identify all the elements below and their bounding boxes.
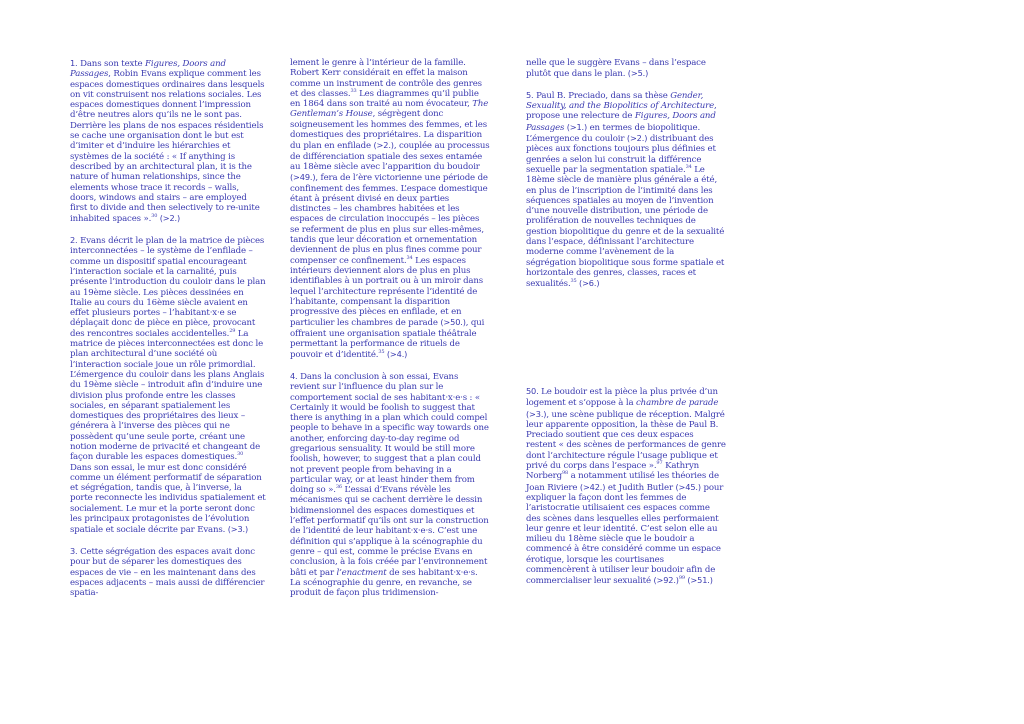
text: Paul B. Preciado, dans sa thèse	[533, 90, 671, 101]
footnote-mark: 35	[570, 278, 577, 285]
text: Kathryn Norberg	[526, 461, 700, 482]
cross-reference-link[interactable]: (>45.)	[675, 481, 701, 492]
book-title: Figures, Doors and Passages	[70, 59, 226, 80]
cross-reference-link[interactable]: (>1.)	[564, 121, 588, 132]
text: Dans son texte	[77, 59, 146, 69]
text: Evans décrit le plan de la matrice de pièces interconnectées – le système de l’enfilade – comme un dispositif spatial encourageant l’interaction sociale et la carnalité, puis présente l’introduction du couloir dans le plan au 19ème siècle. Les pièces dessinées en Italie au cours du 16ème siècle avaient en effet plusieurs portes – l’habitant·x·e se déplaçait donc de pièce en pièce, provocant des rencontres sociales accidentelles.	[70, 236, 266, 339]
paragraph-4	[290, 371, 490, 599]
cross-reference-link[interactable]: (>51.)	[684, 575, 713, 586]
footnote-mark: 29	[229, 327, 236, 334]
footnote-mark: 30	[237, 451, 244, 458]
column-3	[526, 58, 726, 300]
cross-reference-link[interactable]: (>3.)	[526, 408, 547, 419]
note-number: 1.	[70, 58, 78, 68]
text: Les diagrammes qu’il publie en 1864 dans son traité au nom évocateur,	[290, 88, 479, 110]
text: lement le genre à l’intérieur de la famille. Robert Kerr considérait en effet la maison comme un instrument de contrôle des genres et des classes.	[290, 58, 482, 99]
book-title: Figures, Doors and Passages	[526, 111, 716, 133]
text: Le 18ème siècle de manière plus générale a été, en plus de l’inscription de l’intimité dans les séquences spatiales au moyen de l’invention d’une nouvelle distribution, une période de prolifération de nouvelles techniques de gestion biopolitique du genre et de la sexualité dans l’espace, définissant l’architecture moderne comme l’avènement de la ségrégation biopolitique sous forme spatiale et horizontale des genres, classes, races et sexualités.	[526, 164, 725, 290]
footnote-mark: 30	[151, 213, 158, 220]
cross-reference-link[interactable]: (>5.)	[625, 68, 649, 79]
text: Le boudoir est la pièce la plus privée d’un logement et s’oppose à la	[526, 387, 718, 409]
paragraph-1	[70, 58, 266, 225]
paragraph-50	[526, 386, 726, 587]
paragraph-continued	[290, 58, 490, 361]
note-number: 3.	[70, 545, 78, 556]
cross-reference-link[interactable]: (>3.)	[225, 524, 249, 535]
paragraph-3	[70, 546, 266, 598]
note-number: 5.	[526, 89, 534, 100]
text: distribuant des pièces aux fonctions toujours plus définies et genrées a selon lui construit la différence sexuelle par la segmentation spatiale.	[526, 134, 716, 175]
text: nelle que le suggère Evans – dans l’espace plutôt que dans le plan.	[526, 58, 706, 80]
italic-term: chambre de parade	[636, 398, 719, 409]
footnote-mark: 98	[561, 470, 569, 477]
cross-reference-link[interactable]: (>49.)	[290, 172, 316, 183]
footnote-mark: 36	[335, 484, 342, 491]
text: La matrice de pièces interconnectées est donc le plan architectural d’une société où l’interaction sociale joue un rôle primordial. L’émergence du couloir dans les plans Anglais du 19ème siècle – introduit afin d’induire une division plus profonde entre les classes sociales, en séparant spatialement les domestiques des propriétaires des lieux – générera à l’inverse des pièces qui ne possèdent qu’une seule porte, créant une notion moderne de privacité et changeant de façon durable les espaces domestiques.	[70, 328, 265, 463]
footnote-mark: 34	[685, 164, 692, 171]
text: , ségrègent donc soigneusement les hommes des femmes, et les domestiques des propriétaires. La disparition du plan en enfilade	[290, 109, 487, 152]
text: Dans son essai, le mur est donc considéré comme un élément performatif de séparation et ségrégation, tandis que, à l’inverse, la porte reconnecte les individus spatialement et socialement. Le mur et la porte seront donc les principaux protagonistes de l’évolution spatiale et sociale décrite par Evans.	[70, 462, 266, 536]
text: , couplée au processus de différenciation spatiale des sexes entamée au 18ème siècle avec l’apparition du boudoir	[290, 141, 490, 172]
text: Cette ségrégation des espaces avait donc pour but de séparer les domestiques des espaces de vie – en les maintenant dans des espaces adjacents – mais aussi de différencier spatia-	[70, 546, 265, 599]
note-number: 4.	[290, 370, 298, 381]
footnote-mark: 35	[378, 349, 385, 356]
cross-reference-link[interactable]: (>2.)	[157, 213, 181, 224]
text: Dans la conclusion à son essai, Evans revient sur l’influence du plan sur le comportement social de ses habitant·x·e·s : « Certainly it would be foolish to suggest that there is anything in a plan which could compel people to behave in a specific way towards one another, enforcing day-to-day regime od gregarious sensuality. It would be still more foolish, however, to suggest that a plan could not prevent people from behaving in a particular way, or at least hinder them from doing so ».	[290, 371, 489, 496]
paragraph-2	[70, 235, 266, 536]
cross-reference-link[interactable]: (>4.)	[384, 349, 408, 360]
note-number: 50.	[526, 386, 539, 396]
column-1	[70, 58, 266, 609]
cross-reference-link[interactable]: (>42.)	[579, 481, 606, 492]
text: , une scène publique de réception. Malgré leur apparente opposition, la thèse de Paul B. Preciado soutient que ces deux espaces restent « des scènes de performances de genre dont l’architecture régule l’usage publique et privé du corps dans l’espace ».	[526, 409, 726, 472]
text: a notamment utilisé les théories de Joan Riviere	[526, 471, 719, 493]
cross-reference-link[interactable]: (>92.)	[653, 575, 679, 586]
column-2	[290, 58, 490, 609]
paragraph-5	[526, 90, 726, 290]
book-title: The Gentleman’s House	[290, 99, 489, 120]
text: , qui offraient une organisation spatiale théâtrale permettant la performance de rituels de pouvoir et d’identité.	[290, 318, 485, 361]
footnote-mark: 34	[406, 254, 413, 261]
note-number: 2.	[70, 235, 78, 246]
footnote-mark: 99	[678, 575, 685, 582]
cross-reference-link[interactable]: (>2.)	[373, 140, 394, 151]
text: L’essai d’Evans révèle les mécanismes qui se cachent derrière le dessin bidimensionnel des espaces domestiques et l’effet performatif qu’ils ont sur la construction de l’identité de leur habitant·x·e·s. C’est une définition qui s’applique à la scénographie du genre – qui est, comme le précise Evans en conclusion, à la fois créée par l’environnement bâti et par	[290, 485, 489, 578]
cross-reference-link[interactable]: (>2.)	[626, 133, 648, 144]
text: , Robin Evans explique comment les espaces domestiques ordinaires dans lesquels on vit construisent nos relations sociales. Les espaces domestiques donnent l’impression d’être neutres alors qu’ils ne le sont pas. Derrière les plans de nos espaces résidentiels se cache une organisation dont le but est d’imiter et d’induire les hiérarchies et systèmes de la société : « If anything is described by an architectural plan, it is the nature of human relationships, since the elements whose trace it records – walls, doors, windows and stairs – are employed first to divide and then selectively to re-unite inhabited spaces ».	[70, 69, 265, 225]
text: en termes de biopolitique. L’émergence du couloir	[526, 122, 701, 145]
cross-reference-link[interactable]: (>6.)	[576, 278, 600, 289]
italic-term: l’enactment	[336, 567, 387, 578]
text: , fera de l’ère victorienne une période de confinement des femmes. L’espace domestique étant à présent divisé en deux parties distinctes – les chambres habitées et les espaces de circulation inoccupés – les pièces se referment de plus en plus sur elles-mêmes, tandis que leur décoration et ornementation deviennent de plus en plus fines comme pour compenser ce confinement.	[290, 173, 488, 266]
column-3-lower	[526, 386, 726, 597]
footnote-mark: 97	[656, 460, 663, 467]
paragraph-continued	[526, 58, 726, 80]
text: pour expliquer la façon dont les femmes de l’aristocratie utilisaient ces espaces comme des scènes dans lesquelles elles performaient leur genre et leur identité. C’est selon elle au milieu du 18ème siècle que le boudoir a commencé à être considéré comme un espace érotique, lorsque les courtisanes commencèrent à utiliser leur boudoir afin de commercialiser leur sexualité	[526, 482, 724, 587]
text: et Judith Butler	[605, 482, 676, 493]
text: Les espaces intérieurs deviennent alors de plus en plus identifiables à un portrait ou à un miroir dans lequel l’architecture représente l’identité de l’habitante, compensant la disparition progressive des pièces en enfilade, et en particulier les chambres de parade	[290, 255, 484, 329]
text: de ses habitant·x·e·s. La scénographie du genre, en revanche, se produit de façon plus tridimension-	[290, 567, 478, 599]
footnote-mark: 33	[350, 88, 357, 95]
cross-reference-link[interactable]: (>50.)	[440, 317, 466, 328]
thesis-title: Gender, Sexuality, and the Biopolitics of Architecture	[526, 90, 714, 112]
text: , propose une relecture de	[526, 101, 717, 122]
